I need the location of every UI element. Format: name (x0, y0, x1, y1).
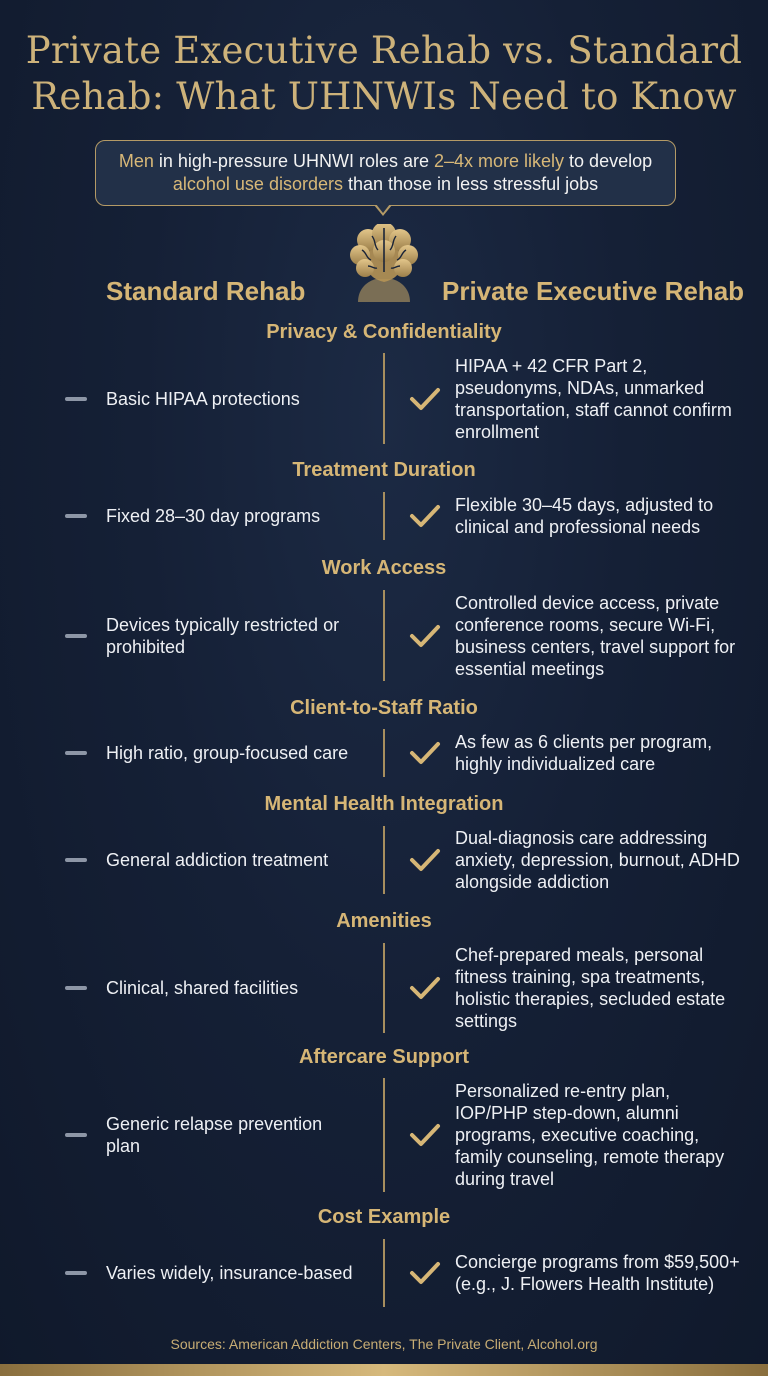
title-line-2: Rehab: What UHNWIs Need to Know (31, 75, 737, 118)
column-divider (383, 1239, 385, 1307)
callout-text-2: to develop (564, 151, 653, 171)
column-divider (383, 590, 385, 681)
gold-footer-bar (0, 1364, 768, 1376)
check-icon (409, 1259, 441, 1287)
title-line-1: Private Executive Rehab vs. Standard (25, 29, 743, 72)
column-divider (383, 353, 385, 444)
standard-rehab-cell: Varies widely, insurance-based (106, 1263, 353, 1283)
column-divider (383, 826, 385, 894)
category-heading-amenities: Amenities (336, 910, 432, 932)
executive-rehab-heading: Private Executive Rehab (442, 276, 745, 306)
callout-highlight-disorder: alcohol use disorders (172, 174, 343, 194)
callout-highlight-likelihood: 2–4x more likely (433, 151, 565, 171)
dash-icon (65, 858, 87, 862)
dash-icon (65, 634, 87, 638)
callout-text-3: than those in less stressful jobs (342, 174, 599, 194)
column-divider (383, 1078, 385, 1192)
standard-rehab-cell: Devices typically restricted or prohibited (106, 614, 340, 657)
category-heading-mental-health: Mental Health Integration (264, 793, 504, 815)
standard-rehab-cell: Basic HIPAA protections (106, 388, 300, 409)
comparison-row-privacy (0, 353, 768, 444)
executive-rehab-cell: Personalized re-entry plan, IOP/PHP step-down, alumni programs, executive coaching, family counseling, remote therapy during travel (455, 1081, 725, 1189)
executive-rehab-cell: Flexible 30–45 days, adjusted to clinical and professional needs (455, 495, 714, 537)
standard-rehab-cell: General addiction treatment (106, 850, 329, 870)
executive-rehab-cell: Controlled device access, private conference rooms, secure Wi-Fi, business centers, travel support for essential meetings (455, 592, 736, 679)
executive-rehab-cell: Chef-prepared meals, personal fitness training, spa treatments, holistic therapies, secluded estate settings (455, 945, 726, 1031)
callout-text-1: in high-pressure UHNWI roles are (153, 151, 434, 171)
brain-head-icon (344, 224, 424, 302)
category-heading-aftercare: Aftercare Support (298, 1046, 470, 1068)
check-icon (409, 1121, 441, 1149)
check-icon (409, 622, 441, 650)
page-title (0, 28, 768, 120)
column-divider (383, 943, 385, 1033)
category-heading-work-access: Work Access (321, 557, 447, 579)
dash-icon (65, 397, 87, 401)
comparison-row-cost (0, 1239, 768, 1307)
check-icon (409, 502, 441, 530)
comparison-row-ratio (0, 729, 768, 777)
statistic-callout (95, 140, 676, 206)
category-heading-cost: Cost Example (317, 1206, 451, 1228)
standard-rehab-cell: High ratio, group-focused care (106, 743, 349, 763)
executive-rehab-cell: Dual-diagnosis care addressing anxiety, depression, burnout, ADHD alongside addiction (455, 828, 740, 892)
comparison-row-duration (0, 492, 768, 540)
dash-icon (65, 751, 87, 755)
category-heading-duration: Treatment Duration (292, 459, 476, 481)
executive-rehab-cell: HIPAA + 42 CFR Part 2, pseudonyms, NDAs, unmarked transportation, staff cannot confirm enrollment (455, 355, 732, 442)
standard-rehab-cell: Generic relapse prevention plan (106, 1114, 323, 1156)
column-divider (383, 729, 385, 777)
category-heading-ratio: Client-to-Staff Ratio (290, 697, 478, 719)
comparison-row-amenities (0, 943, 768, 1033)
executive-rehab-cell: Concierge programs from $59,500+ (e.g., J. Flowers Health Institute) (455, 1252, 740, 1294)
comparison-row-aftercare (0, 1078, 768, 1192)
sources-footnote: Sources: American Addiction Centers, The Private Client, Alcohol.org (170, 1336, 598, 1352)
category-heading-privacy: Privacy & Confidentiality (266, 321, 502, 343)
comparison-row-mental-health (0, 826, 768, 894)
check-icon (409, 846, 441, 874)
dash-icon (65, 1133, 87, 1137)
check-icon (409, 974, 441, 1002)
standard-rehab-cell: Fixed 28–30 day programs (106, 506, 321, 526)
standard-rehab-heading: Standard Rehab (106, 276, 306, 306)
dash-icon (65, 1271, 87, 1275)
comparison-row-work-access (0, 590, 768, 681)
callout-pointer-fill (376, 204, 390, 213)
dash-icon (65, 986, 87, 990)
executive-rehab-cell: As few as 6 clients per program, highly individualized care (455, 732, 713, 774)
standard-rehab-cell: Clinical, shared facilities (106, 978, 299, 998)
check-icon (409, 385, 441, 413)
dash-icon (65, 514, 87, 518)
check-icon (409, 739, 441, 767)
callout-highlight-men: Men (118, 151, 154, 171)
column-divider (383, 492, 385, 540)
